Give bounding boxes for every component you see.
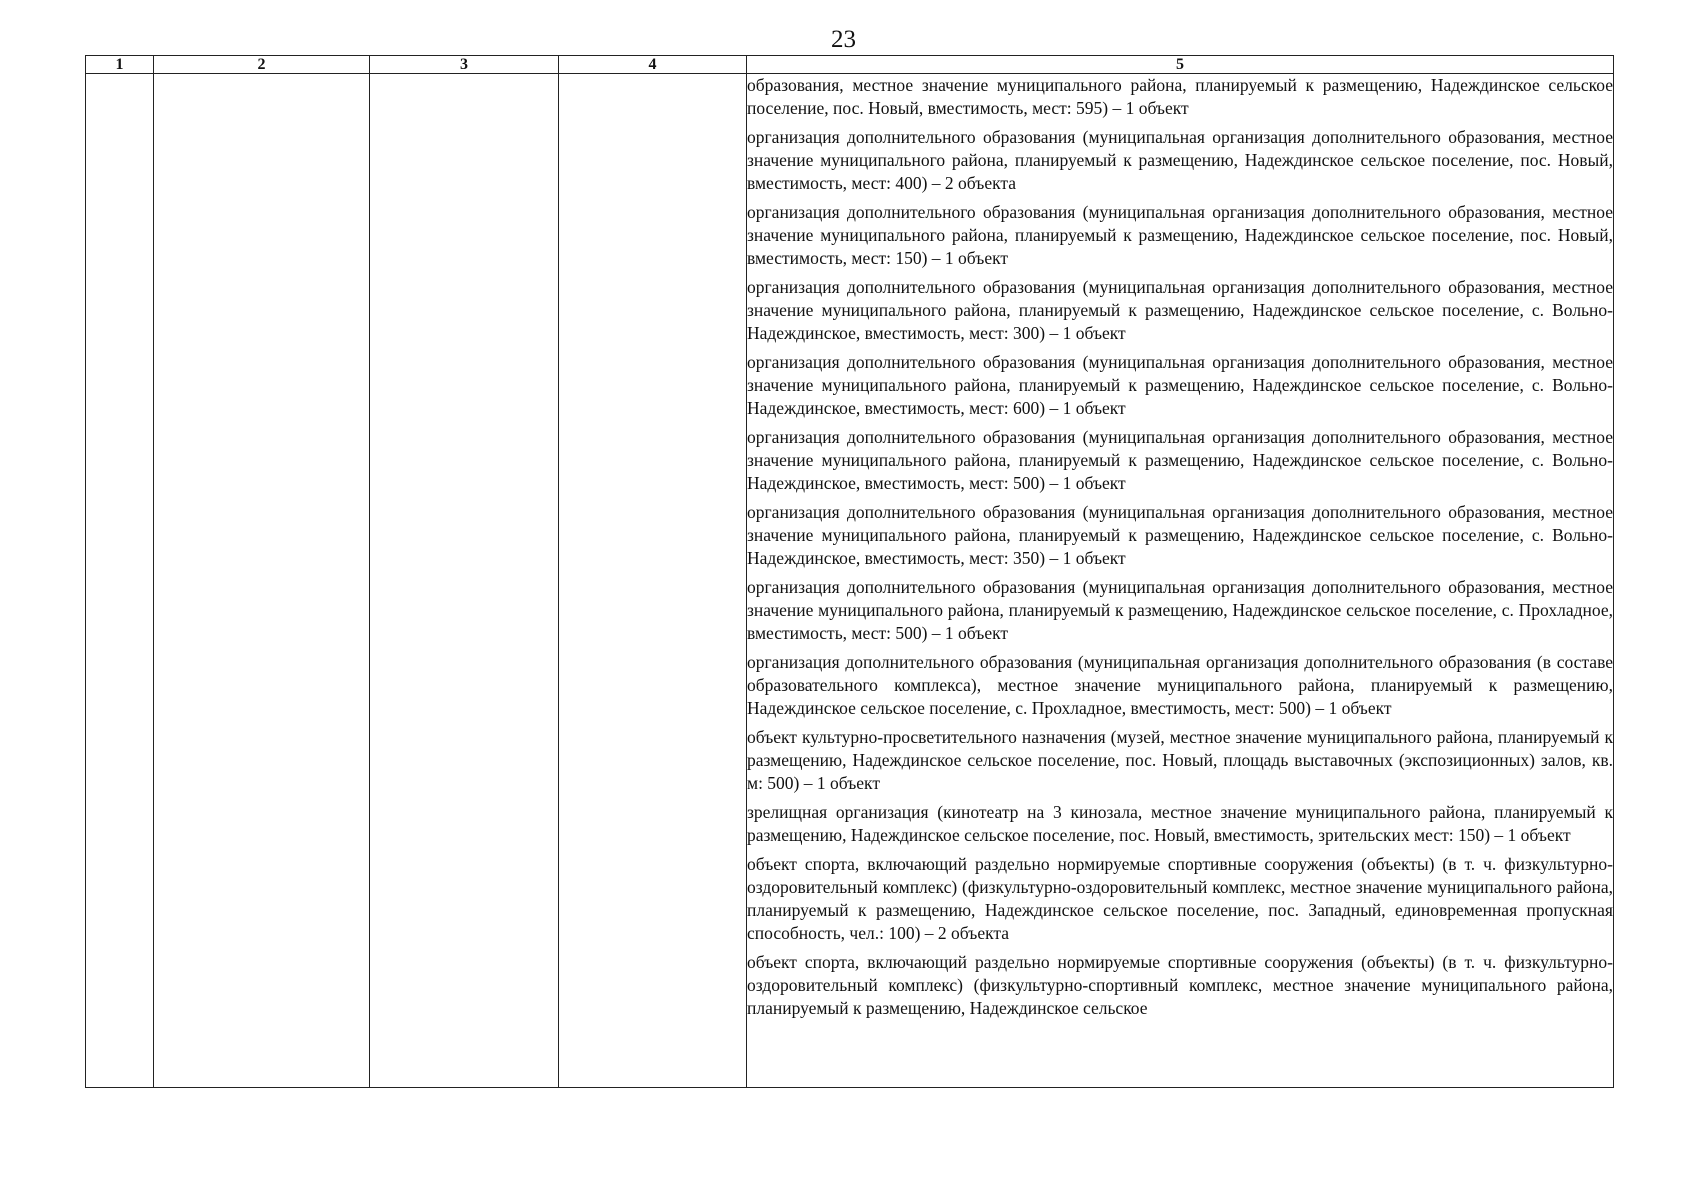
page-number: 23 <box>831 26 856 53</box>
list-item: организация дополнительного образования (муниципальная организация дополнительного образования, местное значение муниципального района, планируемый к размещению, Надеждинское сельское поселение, с. Прохладное, вместимость, мест: 500) – 1 объект <box>747 577 1613 643</box>
column-header-3: 3 <box>370 56 559 74</box>
cell-column-2 <box>154 74 370 1088</box>
table-row <box>86 74 1614 1088</box>
table-header-row <box>86 56 1614 74</box>
list-item: объект культурно-просветительного назначения (музей, местное значение муниципального района, планируемый к размещению, Надеждинское сельское поселение, пос. Новый, площадь выставочных (экспозиционных) залов, кв. м: 500) – 1 объект <box>747 727 1613 793</box>
list-item: организация дополнительного образования (муниципальная организация дополнительного образования, местное значение муниципального района, планируемый к размещению, Надеждинское сельское поселение, с. Вольно-Надеждинское, вместимость, мест: 350) – 1 объект <box>747 502 1613 568</box>
list-item: объект спорта, включающий раздельно нормируемые спортивные сооружения (объекты) (в т. ч. физкультурно-оздоровительный комплекс) (физкультурно-оздоровительный комплекс, местное значение муниципального района, планируемый к размещению, Надеждинское сельское поселение, пос. Западный, единовременная пропускная способность, чел.: 100) – 2 объекта <box>747 854 1613 943</box>
list-item: организация дополнительного образования (муниципальная организация дополнительного образования, местное значение муниципального района, планируемый к размещению, Надеждинское сельское поселение, пос. Новый, вместимость, мест: 400) – 2 объекта <box>747 127 1613 193</box>
cell-column-4 <box>559 74 747 1088</box>
column-header-4: 4 <box>559 56 747 74</box>
list-item: организация дополнительного образования (муниципальная организация дополнительного образования, местное значение муниципального района, планируемый к размещению, Надеждинское сельское поселение, с. Вольно-Надеждинское, вместимость, мест: 500) – 1 объект <box>747 427 1613 493</box>
cell-column-3 <box>370 74 559 1088</box>
column-header-5: 5 <box>747 56 1614 74</box>
list-item: организация дополнительного образования (муниципальная организация дополнительного образования (в составе образовательного комплекса), местное значение муниципального района, планируемый к размещению, Надеждинское сельское поселение, с. Прохладное, вместимость, мест: 500) – 1 объект <box>747 652 1613 718</box>
column-header-2: 2 <box>154 56 370 74</box>
cell-column-5 <box>747 74 1614 1088</box>
list-item: организация дополнительного образования (муниципальная организация дополнительного образования, местное значение муниципального района, планируемый к размещению, Надеждинское сельское поселение, пос. Новый, вместимость, мест: 150) – 1 объект <box>747 202 1613 268</box>
list-item: зрелищная организация (кинотеатр на 3 кинозала, местное значение муниципального района, планируемый к размещению, Надеждинское сельское поселение, пос. Новый, вместимость, зрительских мест: 150) – 1 объект <box>747 802 1613 845</box>
cell-text-container <box>747 74 1613 1087</box>
list-item: объект спорта, включающий раздельно нормируемые спортивные сооружения (объекты) (в т. ч. физкультурно-оздоровительный комплекс) (физкультурно-спортивный комплекс, местное значение муниципального района, планируемый к размещению, Надеждинское сельское <box>747 952 1613 1018</box>
cell-column-1 <box>86 74 154 1088</box>
list-item: организация дополнительного образования (муниципальная организация дополнительного образования, местное значение муниципального района, планируемый к размещению, Надеждинское сельское поселение, с. Вольно-Надеждинское, вместимость, мест: 300) – 1 объект <box>747 277 1613 343</box>
list-item: образования, местное значение муниципального района, планируемый к размещению, Надеждинское сельское поселение, пос. Новый, вместимость, мест: 595) – 1 объект <box>747 75 1613 118</box>
list-item: организация дополнительного образования (муниципальная организация дополнительного образования, местное значение муниципального района, планируемый к размещению, Надеждинское сельское поселение, с. Вольно-Надеждинское, вместимость, мест: 600) – 1 объект <box>747 352 1613 418</box>
column-header-1: 1 <box>86 56 154 74</box>
document-table <box>85 55 1614 1088</box>
